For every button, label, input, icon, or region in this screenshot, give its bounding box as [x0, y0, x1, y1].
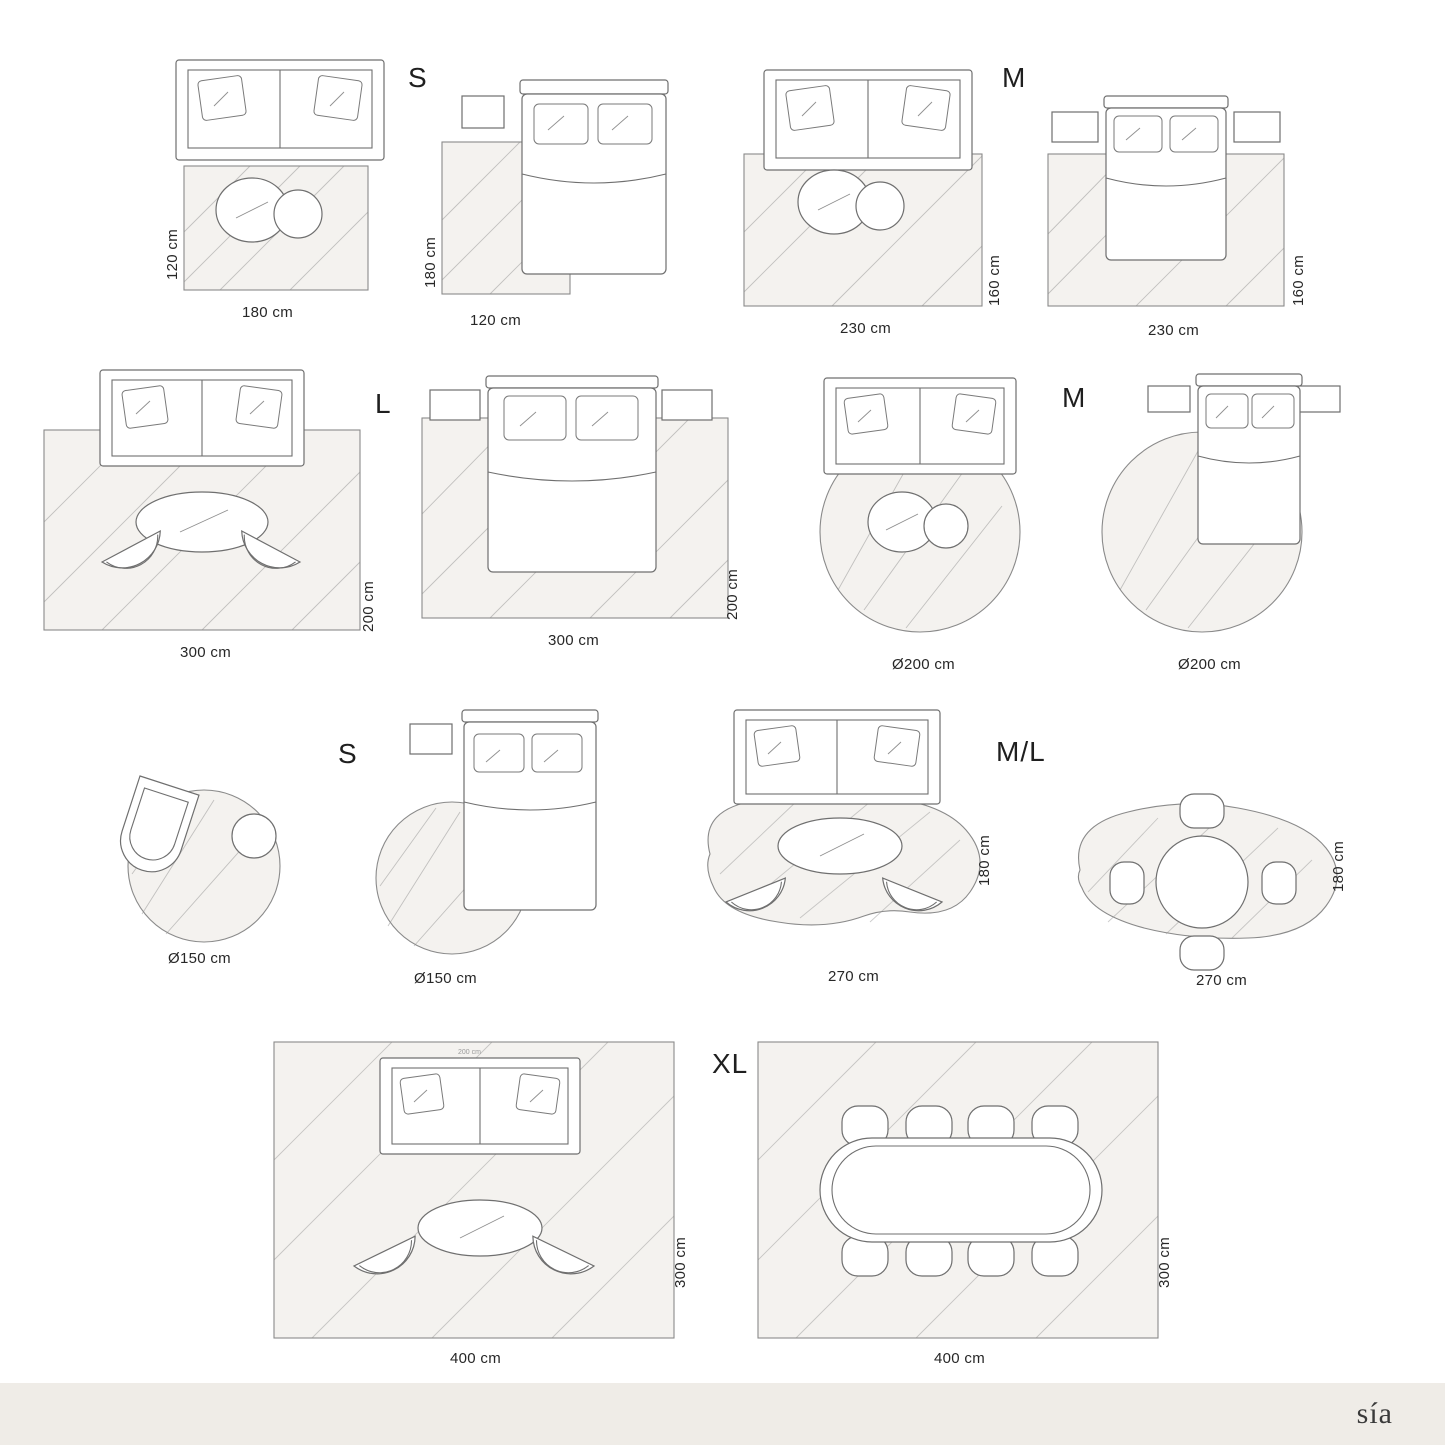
plan-living-round-200: [820, 372, 1020, 673]
plan-drawing: [272, 1040, 676, 1340]
plan-drawing: [420, 374, 730, 644]
dim-width-label: 400 cm: [934, 1350, 985, 1367]
plan-drawing: [440, 70, 670, 320]
plan-drawing: [690, 706, 990, 976]
dim-width-label: 230 cm: [1148, 322, 1199, 339]
dim-width-label: 300 cm: [548, 632, 599, 649]
badge-size-m-living: M: [1002, 62, 1027, 93]
dim-height-label: 160 cm: [986, 255, 1003, 306]
plan-drawing: [820, 372, 1020, 652]
badge-size-s-living: S: [408, 62, 428, 93]
dim-width-label: 400 cm: [450, 1350, 501, 1367]
dim-width-label: 270 cm: [1196, 972, 1247, 989]
badge-size-xl-dining: XL: [712, 1048, 749, 1079]
plan-drawing: [358, 708, 608, 968]
plan-drawing: [756, 1040, 1160, 1340]
badge-size-m-bed: M: [1062, 382, 1087, 413]
dim-height-label: 180 cm: [976, 835, 993, 886]
plan-living-l-300x200: [42, 362, 377, 661]
plan-drawing: [742, 62, 992, 312]
dim-height-label: 120 cm: [164, 229, 181, 280]
plan-living-round-150: [118, 770, 318, 967]
plan-bedroom-s-120x180: [422, 70, 670, 329]
dim-height-label: 300 cm: [672, 1237, 689, 1288]
plan-drawing: [1046, 84, 1286, 314]
plan-dining-organic-270x180: [1062, 782, 1347, 989]
plan-living-organic-270x180: [690, 706, 993, 985]
plan-bedroom-l-300x200: [420, 374, 741, 649]
badge-size-l-living: L: [375, 388, 392, 419]
plan-living-m-230x160: [742, 62, 1003, 337]
dim-height-label: 200 cm: [724, 569, 741, 620]
plan-bedroom-round-200: [1080, 372, 1340, 673]
plan-bedroom-m-230x160: [1046, 84, 1307, 339]
dim-width-label: 230 cm: [840, 320, 891, 337]
plan-living-xl-400x300: [272, 1040, 689, 1367]
plan-drawing: [118, 770, 318, 960]
dim-height-label: 300 cm: [1156, 1237, 1173, 1288]
badge-size-s-round: S: [338, 738, 358, 769]
badge-size-ml-dining: M/L: [996, 736, 1046, 767]
plan-drawing: [42, 362, 362, 652]
dim-width-label: 120 cm: [470, 312, 521, 329]
dim-width-label: 180 cm: [242, 304, 293, 321]
dim-height-label: 180 cm: [1330, 841, 1347, 892]
dim-width-label: 300 cm: [180, 644, 231, 661]
dim-width-label: 270 cm: [828, 968, 879, 985]
dim-diameter-label: Ø200 cm: [1178, 656, 1241, 673]
dim-height-label: 200 cm: [360, 581, 377, 632]
footer-bar: [0, 1383, 1445, 1445]
sofa-inner-dim-label: 200 cm: [458, 1049, 481, 1056]
dim-diameter-label: Ø150 cm: [414, 970, 477, 987]
plan-bedroom-round-150: [358, 708, 608, 987]
dim-diameter-label: Ø150 cm: [168, 950, 231, 967]
plan-living-s-180x120: [164, 52, 390, 321]
brand-logo: sía: [1356, 1397, 1393, 1430]
plan-dining-xl-400x300: [756, 1040, 1173, 1367]
dim-diameter-label: Ø200 cm: [892, 656, 955, 673]
plan-drawing: [1062, 782, 1342, 982]
plan-drawing: [170, 52, 390, 312]
dim-height-label: 160 cm: [1290, 255, 1307, 306]
plan-drawing: [1080, 372, 1340, 652]
dim-height-label: 180 cm: [422, 237, 439, 288]
